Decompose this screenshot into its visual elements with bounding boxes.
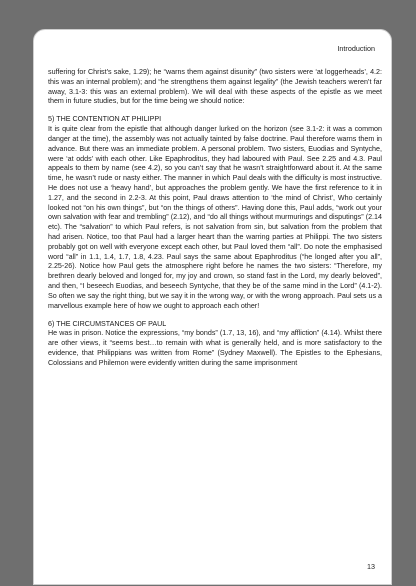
paragraph-circumstances: He was in prison. Notice the expressions, “my bonds” (1.7, 13, 16), and “my affliction” (4.14). Whilst there are other views, it “seems best…to remain with what is generally held, and is more satisfactory to the evidence, that Philippians was written from Rome” (Sydney Maxwell). The Epistles to the Ephesians, Colossians and Philemon were evidently written during the same imprisonment (48, 329, 382, 367)
paragraph-intro: suffering for Christ’s sake, 1.29); he “warns them against disunity” (two sisters were ‘at loggerheads’, 4.2: this was an internal problem); and “he strengthens them against legality” (the Jewish teachers weren’t far away, 3.1-3: this was an external problem). We will deal with these aspects of the epistle as we meet them in future studies, but for the time being we should notice: (48, 68, 382, 106)
running-head: Introduction (337, 44, 375, 53)
paragraph-gap (48, 312, 382, 320)
section-heading-contention: 5) THE CONTENTION AT PHILIPPI (48, 115, 162, 124)
page-number: 13 (367, 562, 375, 571)
paragraph-contention: It is quite clear from the epistle that although danger lurked on the horizon (see 3.1-2: it was a common danger at the time), the assembly was not actually tainted by false doctrine. Paul therefore warns them in advance. But there was an immediate problem. A personal problem. Two sisters, Euodias and Syntyche, were ‘at odds’ with each other. Like Epaphroditus, they had laboured with Paul. See 2.25 and 4.3. Paul appeals to them by name (see 4.2), so you can’t say that he wasn’t straightforward about it. At the same time, he wasn’t rude or nasty either. The manner in which Paul deals with the difficulty is most instructive. He does not use a ‘heavy hand’, but approaches the problem gently. We have the first reference to it in 1.27, and the second in 2.2-3. At this point, Paul draws attention to ‘the mind of Christ’, Who certainly looked not “on his own things”, but “on the things of others”. Having done this, Paul adds, “work out your own salvation with fear and trembling” (2.12), and “do all things without murmurings and disputings” (2.14 etc). The “salvation” to which Paul refers, is not salvation from sin, but salvation from the problem that had arisen. Notice, too that Paul had a larger heart than the warring parties at Philippi. The two sisters probably got on well with everyone except each other, but Paul loved them “all”. Do note the emphasised word “all” in 1.1, 1.4, 1.7, 1.8, 4.23. Paul says the same about Epaphroditus (“he longed after you all”, 2.25-26). Notice how Paul gets the atmosphere right before he names the two sisters: “Therefore, my brethren dearly beloved and longed for, my joy and crown, so stand fast in the Lord, my dearly beloved”, and then, “I beseech Euodias, and beseech Syntyche, that they be of the same mind in the Lord” (4.1-2). So often we say the right thing, but we say it in the wrong way, or with the wrong approach. Paul sets us a marvellous example here of how we ought to approach each other! (48, 125, 382, 310)
section-heading-circumstances: 6) THE CIRCUMSTANCES OF PAUL (48, 319, 167, 328)
book-page (33, 29, 392, 585)
page-body (48, 68, 382, 369)
paragraph-gap (48, 107, 382, 115)
